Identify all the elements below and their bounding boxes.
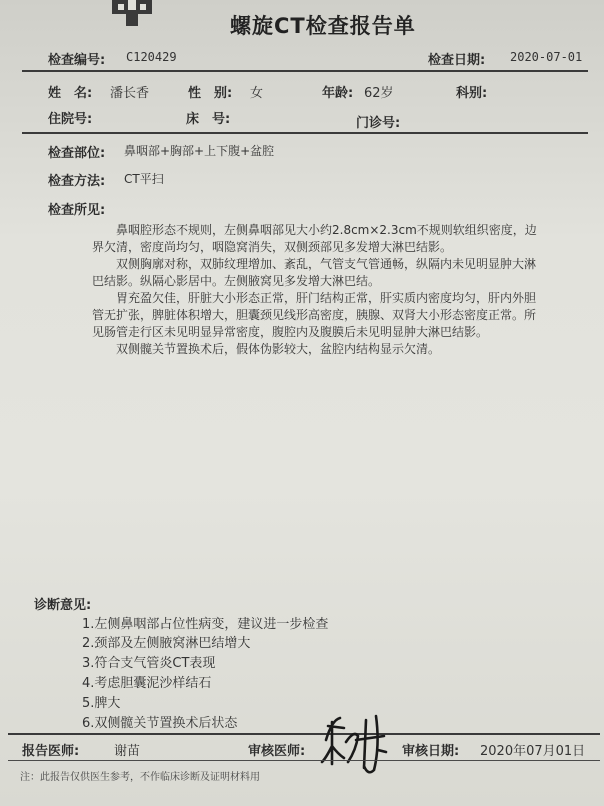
review-date-value: 2020年07月01日 [480,744,586,759]
sex-label: 性 别: [188,86,233,101]
exam-no-label: 检查编号: [48,53,106,68]
dept-label: 科别: [456,86,488,101]
diagnosis-item: 3.符合支气管炎CT表现 [82,656,216,671]
findings-text [92,222,547,358]
patient-divider [22,132,588,134]
name-label: 姓 名: [48,86,93,101]
outpatient-label: 门诊号: [356,116,401,131]
name-value: 潘长香 [110,86,150,101]
diagnosis-item: 4.考虑胆囊泥沙样结石 [82,676,212,691]
report-title: 螺旋CT检查报告单 [230,14,416,38]
doctor-value: 谢苗 [114,744,141,759]
findings-paragraph: 双侧髋关节置换术后，假体伪影较大，盆腔内结构显示欠清。 [116,342,441,356]
sex-value: 女 [250,86,264,101]
disclaimer-note: 注：此报告仅供医生参考，不作临床诊断及证明材料用 [20,772,260,783]
doctor-label: 报告医师: [22,744,80,759]
reviewer-label: 审核医师: [248,744,306,759]
diagnosis-item: 1.左侧鼻咽部占位性病变，建议进一步检查 [82,617,329,632]
findings-paragraph: 双侧胸廓对称，双肺纹理增加、紊乱，气管支气管通畅，纵隔内未见明显肿大淋巴结影。纵隔心影居中。左侧腋窝见多发增大淋巴结。 [92,257,537,288]
exam-part-label: 检查部位: [48,146,106,161]
findings-label: 检查所见: [48,203,106,218]
hospital-logo [106,0,158,26]
diagnosis-item: 5.脾大 [82,696,121,711]
exam-date-label: 检查日期: [428,53,486,68]
exam-part-value: 鼻咽部+胸部+上下腹+盆腔 [124,144,275,158]
header-divider [22,70,588,72]
age-label: 年龄: [322,86,354,101]
diagnosis-label: 诊断意见: [34,598,92,613]
footer-top-divider [8,733,600,735]
footer-bottom-divider [8,760,600,761]
inpatient-label: 住院号: [48,112,93,127]
age-value: 62岁 [364,86,394,101]
findings-paragraph: 鼻咽腔形态不规则，左侧鼻咽部见大小约2.8cm×2.3cm不规则软组织密度，边界欠清，密度尚均匀，咽隐窝消失，双侧颈部见多发增大淋巴结影。 [92,223,537,254]
exam-method-label: 检查方法: [48,174,106,189]
findings-paragraph: 胃充盈欠佳，肝脏大小形态正常，肝门结构正常，肝实质内密度均匀，肝内外胆管无扩张，脾脏体积增大，胆囊颈见线形高密度，胰腺、双肾大小形态密度正常。所见肠管走行区未见明显异常密度，腹腔内及腹膜后未见明显肿大淋巴结影。 [92,291,537,339]
bed-label: 床 号: [186,112,231,127]
exam-date-value: 2020-07-01 [510,50,583,64]
exam-method-value: CT平扫 [124,172,164,186]
reviewer-signature [318,706,398,778]
diagnosis-item: 6.双侧髋关节置换术后状态 [82,716,238,731]
review-date-label: 审核日期: [402,744,460,759]
exam-no-value: C120429 [126,50,177,64]
diagnosis-item: 2.颈部及左侧腋窝淋巴结增大 [82,636,251,651]
